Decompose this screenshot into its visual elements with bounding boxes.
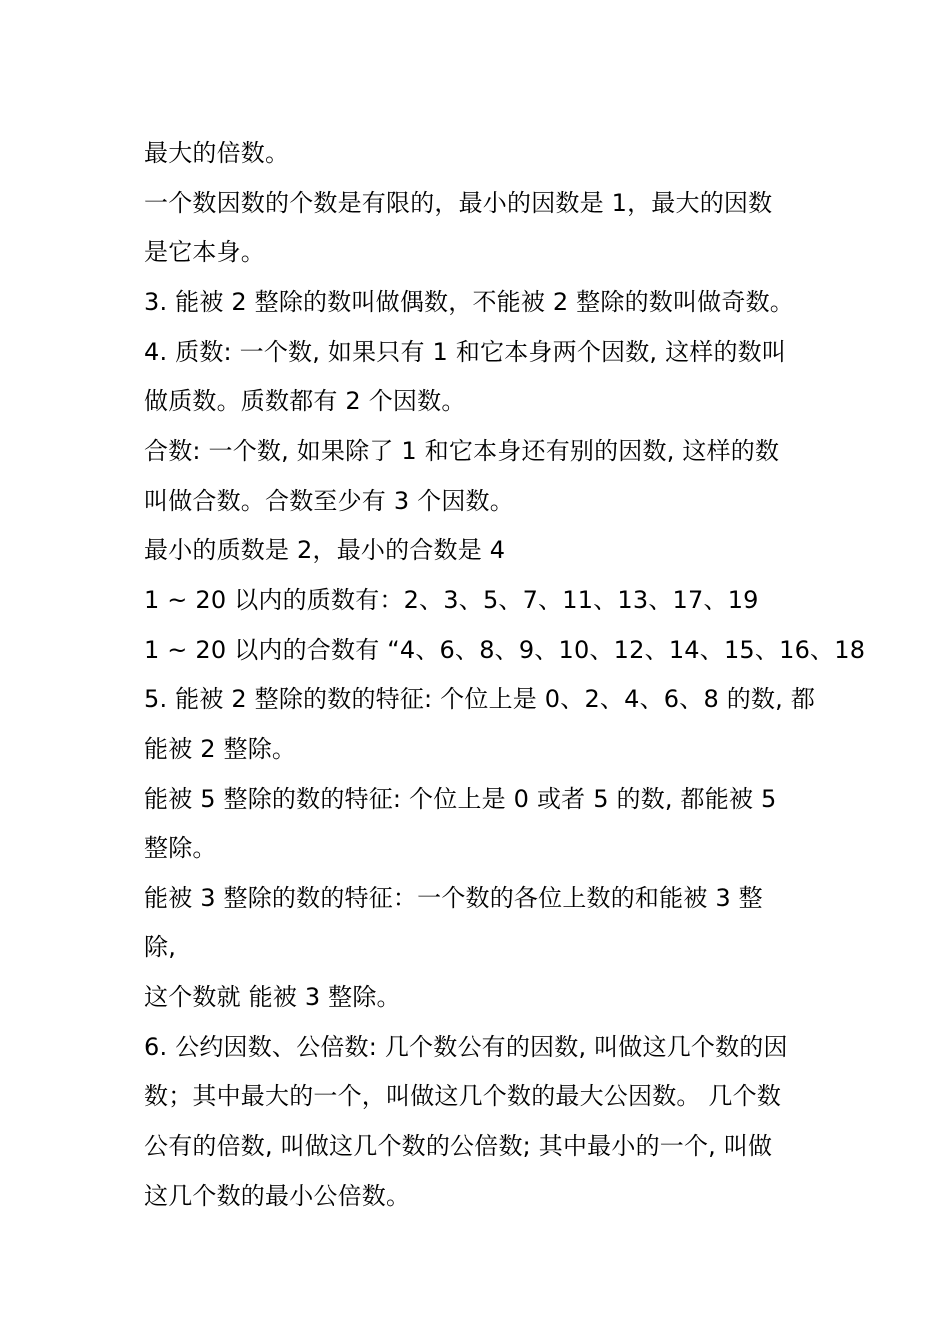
text-line: 1 ~ 20 以内的合数有 “4、6、8、9、10、12、14、15、16、18 — [144, 636, 866, 664]
text-line: 能被 2 整除。 — [144, 735, 297, 763]
text-line: 做质数。质数都有 2 个因数。 — [144, 387, 466, 415]
text-line: 最大的倍数。 — [144, 139, 290, 167]
text-line: 一个数因数的个数是有限的，最小的因数是 1，最大的因数 — [144, 189, 773, 217]
text-line: 公有的倍数, 叫做这几个数的公倍数; 其中最小的一个, 叫做 — [144, 1132, 773, 1160]
text-line: 整除。 — [144, 834, 217, 862]
text-line: 6. 公约因数、公倍数: 几个数公有的因数, 叫做这几个数的因 — [144, 1033, 788, 1061]
text-line: 除, — [144, 933, 177, 961]
text-line: 数；其中最大的一个，叫做这几个数的最大公因数。 几个数 — [144, 1082, 782, 1110]
text-line: 4. 质数: 一个数, 如果只有 1 和它本身两个因数, 这样的数叫 — [144, 338, 787, 366]
text-line: 这个数就 能被 3 整除。 — [144, 983, 401, 1011]
text-line: 5. 能被 2 整除的数的特征: 个位上是 0、2、4、6、8 的数, 都 — [144, 685, 816, 713]
text-line: 叫做合数。合数至少有 3 个因数。 — [144, 487, 514, 515]
text-line: 合数: 一个数, 如果除了 1 和它本身还有别的因数, 这样的数 — [144, 437, 780, 465]
text-line: 能被 5 整除的数的特征: 个位上是 0 或者 5 的数, 都能被 5 — [144, 785, 777, 813]
text-line: 能被 3 整除的数的特征：一个数的各位上数的和能被 3 整 — [144, 884, 763, 912]
text-line: 是它本身。 — [144, 238, 265, 266]
text-line: 3. 能被 2 整除的数叫做偶数，不能被 2 整除的数叫做奇数。 — [144, 288, 794, 316]
text-line: 最小的质数是 2，最小的合数是 4 — [144, 536, 506, 564]
text-line: 1 ~ 20 以内的质数有：2、3、5、7、11、13、17、19 — [144, 586, 759, 614]
text-line: 这几个数的最小公倍数。 — [144, 1182, 411, 1210]
